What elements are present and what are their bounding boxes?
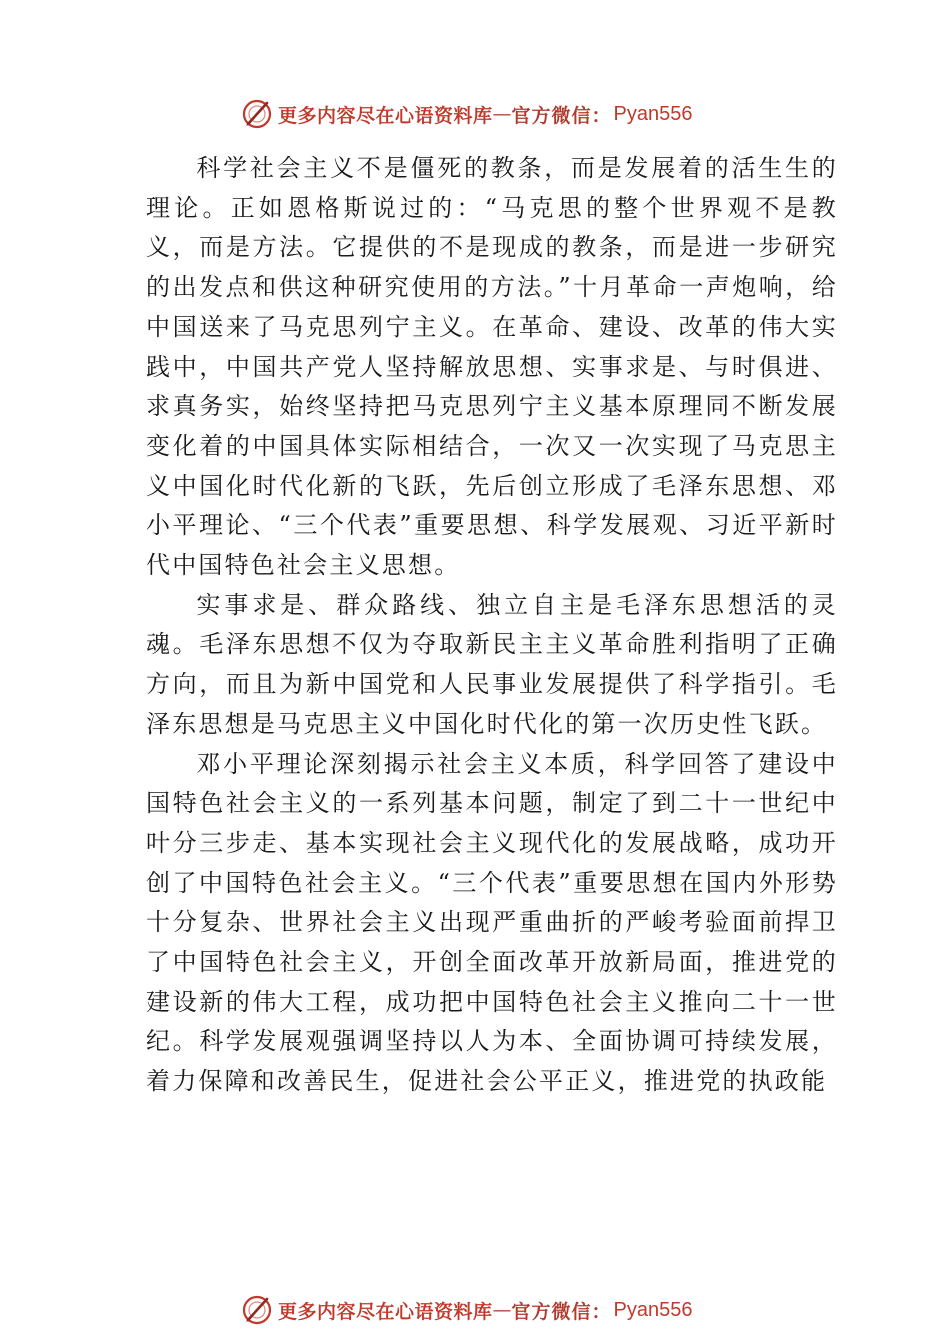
watermark-brand-text: 更多内容尽在心语资料库	[278, 1300, 493, 1323]
watermark-wechat-label: 官方微信：	[511, 104, 612, 127]
watermark-wechat-id: Pyan556	[613, 1298, 693, 1321]
paragraph-1: 科学社会主义不是僵死的教条，而是发展着的活生生的理论。正如恩格斯说过的：“马克思的整个世界观不是教义，而是方法。它提供的不是现成的教条，而是进一步研究的出发点和供这种研究使用的方法。”十月革命一声炮响，给中国送来了马克思列宁主义。在革命、建设、改革的伟大实践中，中国共产党人坚持解放思想、实事求是、与时俱进、求真务实，始终坚持把马克思列宁主义基本原理同不断发展变化着的中国具体实际相结合，一次又一次实现了马克思主义中国化时代化新的飞跃，先后创立形成了毛泽东思想、邓小平理论、“三个代表”重要思想、科学发展观、习近平新时代中国特色社会主义思想。	[146, 154, 838, 580]
watermark-wechat-id: Pyan556	[613, 102, 693, 125]
paragraph-2: 实事求是、群众路线、独立自主是毛泽东思想活的灵魂。毛泽东思想不仅为夺取新民主主义革命胜利指明了正确方向，而且为新中国党和人民事业发展提供了科学指引。毛泽东思想是马克思主义中国化时代化的第一次历史性飞跃。	[146, 590, 838, 738]
watermark-wechat-label: 官方微信：	[511, 1300, 612, 1323]
watermark-brand-text: 更多内容尽在心语资料库	[278, 104, 493, 127]
document-body	[146, 149, 838, 1102]
watermark-separator: —	[492, 103, 512, 125]
footer-watermark-banner	[240, 1290, 760, 1330]
brush-logo-icon	[240, 97, 274, 131]
paragraph-3: 邓小平理论深刻揭示社会主义本质，科学回答了建设中国特色社会主义的一系列基本问题，制定了到二十一世纪中叶分三步走、基本实现社会主义现代化的发展战略，成功开创了中国特色社会主义。“三个代表”重要思想在国内外形势十分复杂、世界社会主义出现严重曲折的严峻考验面前捍卫了中国特色社会主义，开创全面改革开放新局面，推进党的建设新的伟大工程，成功把中国特色社会主义推向二十一世纪。科学发展观强调坚持以人为本、全面协调可持续发展， 着力保障和改善民生，促进社会公平正义，推进党的执政能	[146, 749, 838, 1096]
brush-logo-icon	[240, 1293, 274, 1327]
header-watermark-banner	[240, 94, 760, 134]
watermark-separator: —	[492, 1299, 512, 1321]
